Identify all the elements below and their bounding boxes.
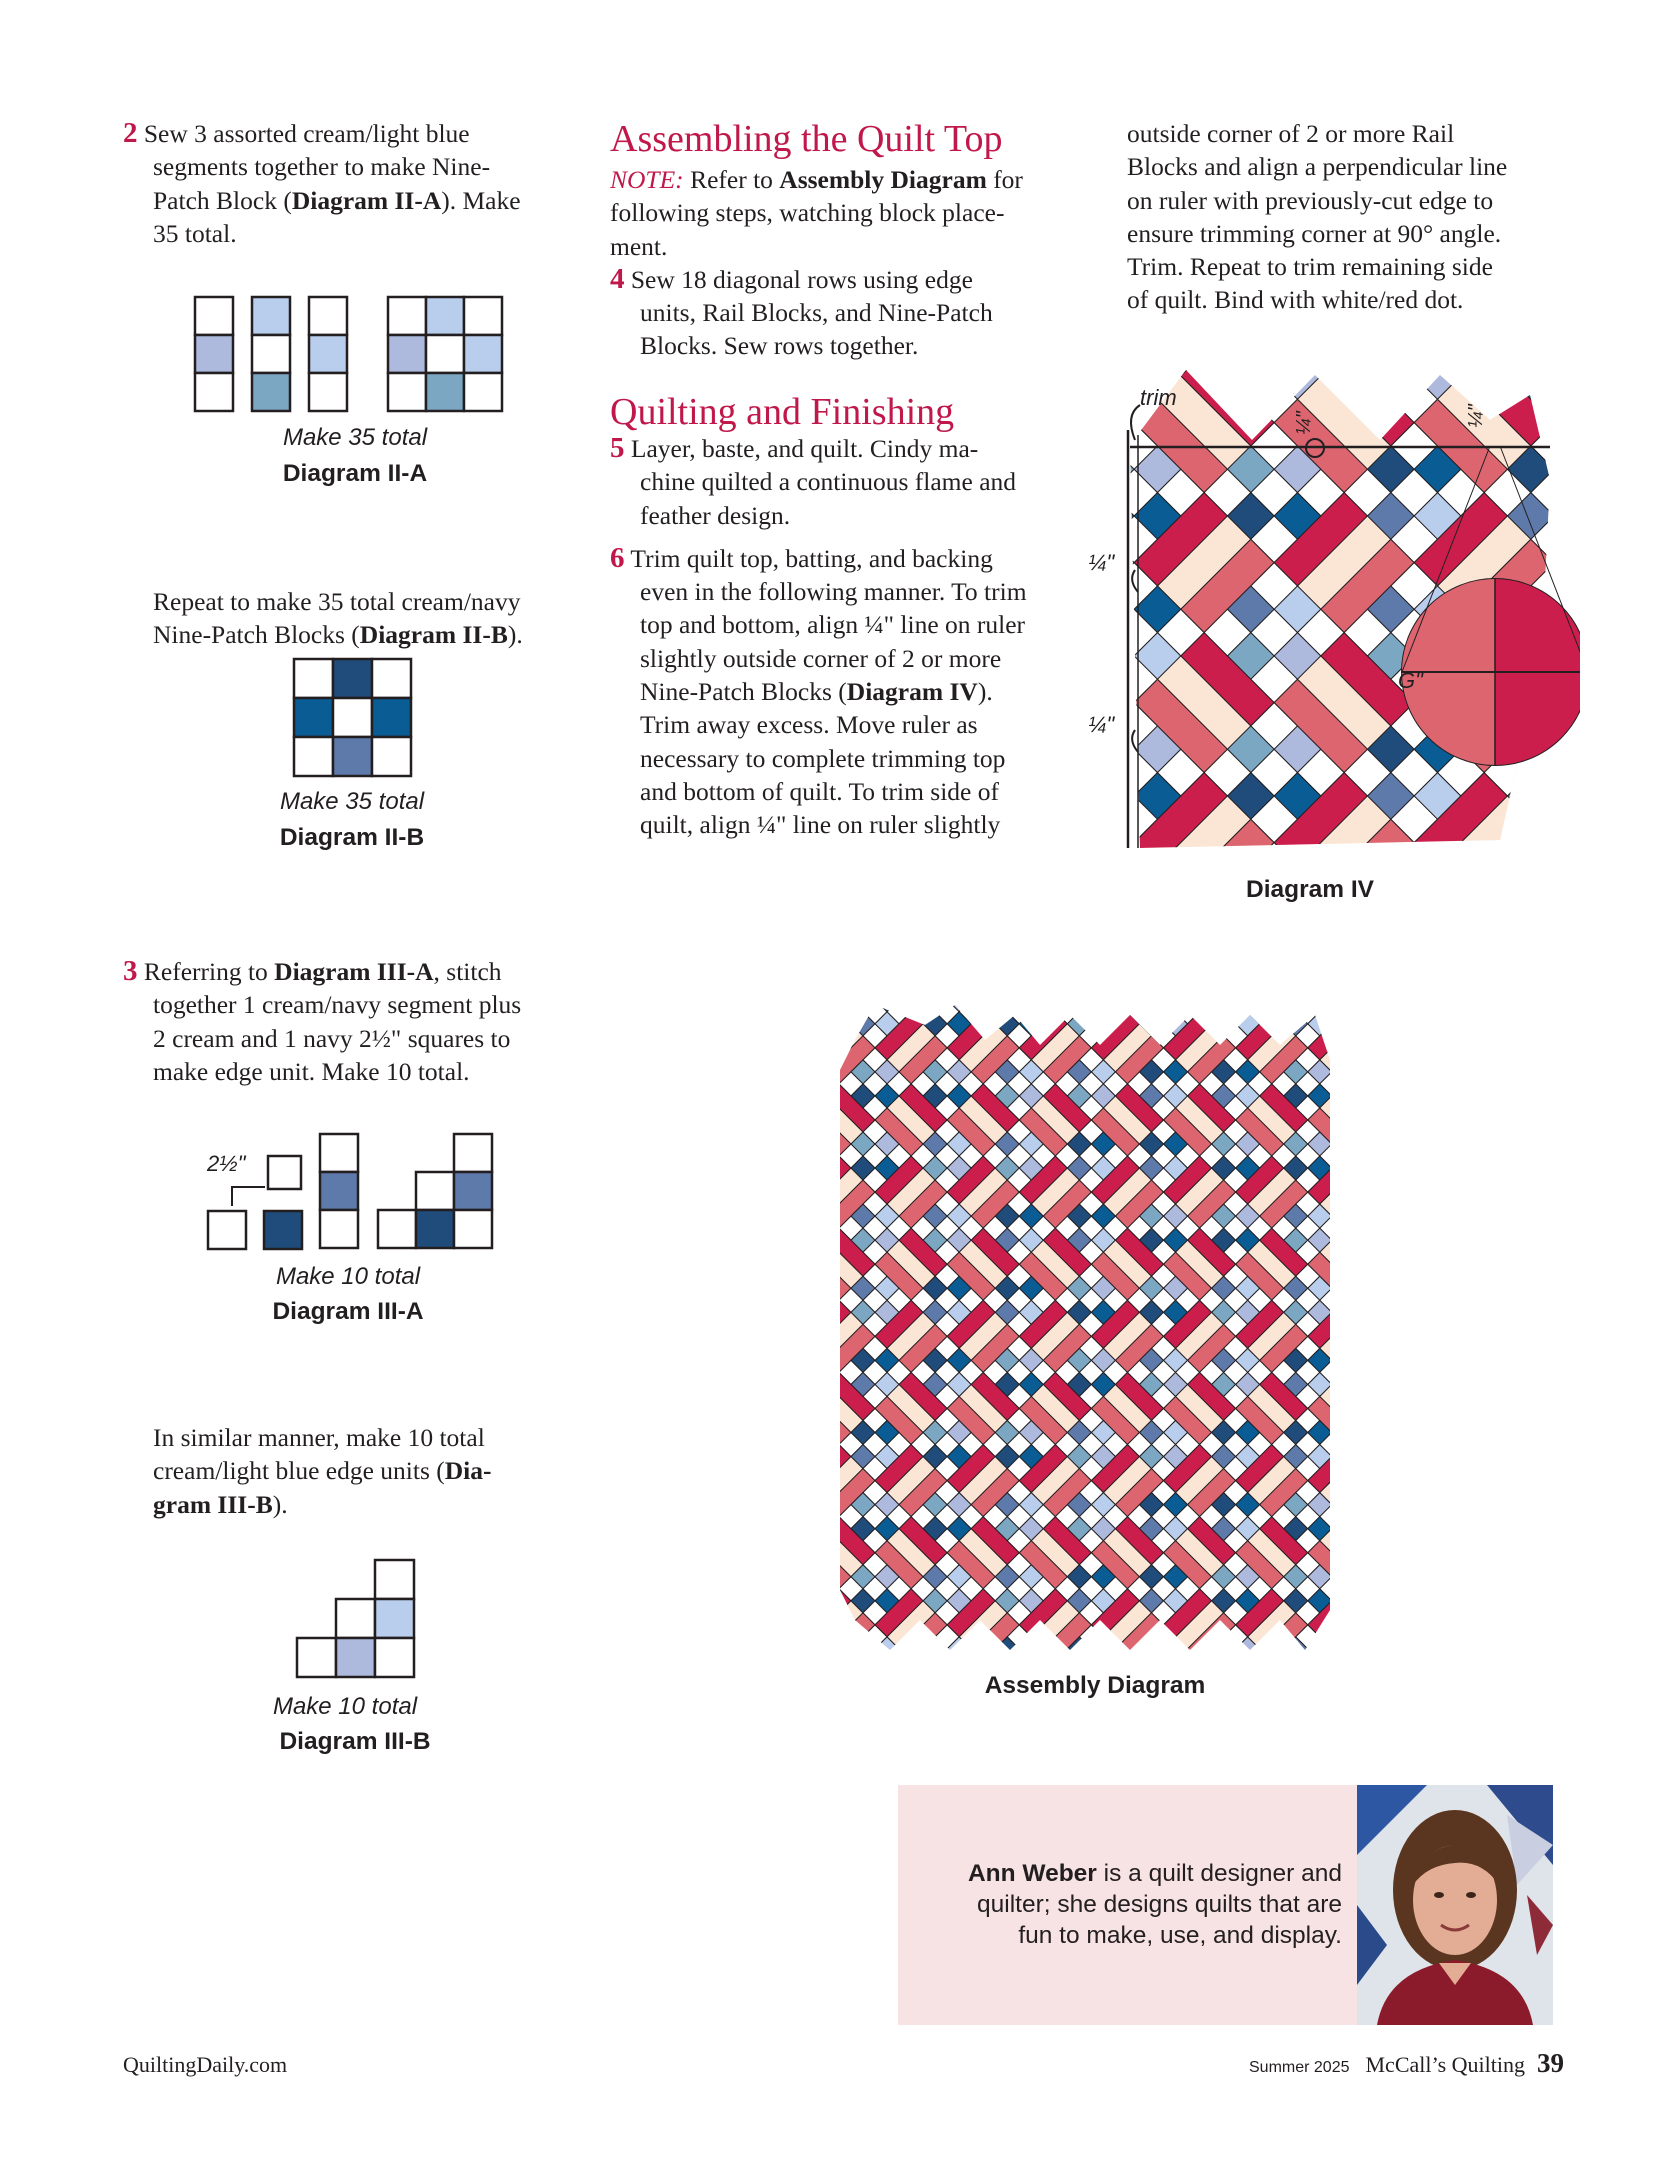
quilt-ninepatch-square (1091, 1000, 1115, 1012)
g-label: G" (1398, 668, 1423, 693)
quilt-ninepatch-square (1224, 1649, 1248, 1660)
quilt-ninepatch-square (1067, 1000, 1091, 1012)
quilt-ninepatch-square (1531, 376, 1578, 423)
step-3-text (123, 955, 593, 1088)
text-line: of quilt. Bind with white/red dot. (1127, 285, 1464, 315)
step-number: 4 (610, 262, 625, 295)
quilt-ninepatch-square (1055, 1000, 1079, 1024)
quilt-ninepatch-square (1531, 370, 1578, 376)
quilt-rail-patch (1080, 773, 1087, 860)
quilt-rail-patch (1332, 1613, 1335, 1660)
quilt-ninepatch-square (959, 1649, 983, 1660)
diagram-iv-label: Diagram IV (1246, 876, 1374, 903)
quilt-rail-patch (1554, 493, 1580, 586)
quilt-ninepatch-square (1212, 1012, 1236, 1036)
quilt-ninepatch-square (835, 1577, 839, 1601)
quilt-rail-patch (1080, 679, 1087, 772)
quilt-ninepatch-square (1531, 843, 1578, 860)
quilt-rail-patch (1019, 1000, 1067, 1012)
column-3-text (1127, 117, 1587, 317)
step-text-line: slightly outside corner of 2 or more (640, 643, 1002, 673)
text-line: In similar manner, make 10 total (153, 1423, 485, 1452)
quilt-ninepatch-square (1251, 370, 1298, 376)
quilt-ninepatch-square (1163, 1000, 1187, 1012)
diagram-iii-a-label: Diagram III-A (272, 1298, 424, 1325)
quilt-ninepatch-square (1080, 370, 1111, 376)
quilt-ninepatch-square (839, 1649, 863, 1660)
quilt-ninepatch-square (1103, 1649, 1127, 1660)
quilting-heading: Quilting and Finishing (610, 391, 955, 433)
bio-line: is a quilt designer and (1096, 1860, 1342, 1887)
dimension-label: 2½" (207, 1151, 246, 1176)
quilt-ninepatch-square (1437, 370, 1484, 376)
quilt-rail-patch (1080, 370, 1134, 446)
step-text-line: segments together to make Nine- (153, 152, 491, 182)
quilt-rail-patch (1080, 493, 1087, 586)
assembly-diagram-label: Assembly Diagram (984, 1672, 1206, 1699)
quilt-ninepatch-square (1031, 1000, 1055, 1024)
quilt-ninepatch-square (1079, 1000, 1103, 1024)
assembling-text (610, 163, 1080, 363)
quilt-ninepatch-square (1111, 370, 1158, 376)
quilt-ninepatch-square (1554, 370, 1580, 399)
quilt-ninepatch-square (1344, 370, 1391, 376)
quilt-ninepatch-square (1296, 1649, 1320, 1660)
quilt-rail-patch (835, 1601, 863, 1649)
quilt-ninepatch-square (1204, 370, 1251, 376)
step-text-line: Trim away excess. Move ruler as (640, 710, 978, 740)
note-label: NOTE: (610, 165, 684, 194)
step-text-line: feather design. (640, 500, 791, 530)
step-number: 6 (610, 541, 625, 574)
designer-portrait-photo (1357, 1785, 1553, 2025)
quilt-ninepatch-square (1554, 773, 1580, 820)
quilt-ninepatch-square (1272, 1649, 1296, 1660)
diagram-ref: Assembly Diagram (779, 165, 987, 194)
quilt-rail-patch (1332, 1324, 1335, 1372)
step-text-line: make edge unit. Make 10 total. (153, 1056, 470, 1086)
quilt-ninepatch-square (835, 1000, 839, 1024)
quilt-ninepatch-square (1308, 1000, 1332, 1012)
diagram-ii-a-make-caption: Make 35 total (282, 424, 428, 451)
quilt-ninepatch-square (1157, 370, 1204, 376)
quilt-ninepatch-square (1227, 370, 1274, 399)
footer-right (1249, 2048, 1564, 2079)
footer-magazine: McCall’s Quilting (1365, 2052, 1525, 2077)
step-text-line: chine quilted a continuous flame and (640, 467, 1017, 497)
quilt-ninepatch-square (835, 1433, 839, 1457)
quilt-rail-patch (1332, 1372, 1335, 1420)
quilt-ninepatch-square (995, 1000, 1019, 1012)
quilt-ninepatch-square (1200, 1649, 1224, 1660)
quilt-ninepatch-square (1019, 1637, 1043, 1660)
quilt-ninepatch-square (851, 1000, 875, 1012)
step-number: 5 (610, 432, 625, 464)
quilt-rail-patch (1577, 516, 1580, 609)
quilt-ninepatch-square (911, 1649, 935, 1660)
quilt-rail-patch (1080, 376, 1111, 469)
text-line: Blocks and align a perpendicular line (1127, 152, 1508, 182)
diagram-iii-b-graphic (290, 1555, 425, 1685)
assembling-heading: Assembling the Quilt Top (610, 118, 1003, 160)
text-line: outside corner of 2 or more Rail (1127, 119, 1455, 148)
quilt-rail-patch (1554, 773, 1580, 860)
quilt-ninepatch-square (835, 1288, 839, 1312)
quilt-ninepatch-square (1080, 749, 1111, 796)
quilt-rail-patch (1080, 819, 1134, 860)
quilt-ninepatch-square (1236, 1000, 1260, 1012)
quilt-ninepatch-square (911, 1000, 935, 1024)
quilt-rail-patch (1308, 1000, 1335, 1012)
step-text-line: , stitch (433, 957, 502, 986)
step-text-line: necessary to complete trimming top (640, 743, 1006, 773)
quilt-ninepatch-square (935, 1649, 959, 1660)
quilt-ninepatch-square (1151, 1000, 1175, 1024)
diagram-ref: Diagram II-B (359, 620, 508, 650)
diagram-ref: gram III-B (153, 1489, 273, 1519)
text-line: ment. (610, 231, 668, 261)
quilt-ninepatch-square (983, 1649, 1007, 1660)
step-text-line: ). (977, 677, 993, 707)
text-line: ). (272, 1489, 288, 1519)
diagram-ii-a-graphic (190, 290, 520, 420)
diagram-iv-graphic (1080, 370, 1580, 860)
quilt-ninepatch-square (1531, 749, 1578, 796)
quilt-ninepatch-square (835, 1072, 839, 1096)
quilt-ninepatch-square (887, 1649, 911, 1660)
quilt-ninepatch-square (1320, 1000, 1335, 1024)
quilt-ninepatch-square (1284, 1000, 1308, 1012)
step-text-line: ). Make (441, 185, 521, 215)
quilt-ninepatch-square (1224, 1000, 1248, 1024)
step-text-line: top and bottom, align ¼" line on ruler (640, 610, 1026, 640)
text-line: cream/light blue edge units ( (153, 1456, 445, 1486)
diagram-ii-b-label: Diagram II-B (279, 824, 425, 851)
diagram-ref: Diagram IV (846, 677, 978, 707)
step-text-line: Blocks. Sew rows together. (640, 331, 919, 361)
step-text-line: even in the following manner. To trim (640, 577, 1027, 607)
quilt-ninepatch-square (1320, 1649, 1335, 1660)
quilt-ninepatch-square (1507, 773, 1554, 820)
quilt-ninepatch-square (1367, 370, 1414, 399)
text-line: ensure trimming corner at 90° angle. (1127, 218, 1502, 248)
bio-line: fun to make, use, and display. (1018, 1922, 1342, 1949)
quilt-ninepatch-square (835, 1360, 839, 1384)
quilt-ninepatch-square (1248, 1649, 1272, 1660)
quilt-rail-patch (1577, 796, 1580, 860)
diagram-iii-a-graphic (195, 1125, 505, 1260)
quilt-rail-patch (1080, 796, 1111, 860)
text-line: on ruler with previously-cut edge to (1127, 185, 1494, 215)
quilt-ninepatch-square (1297, 370, 1344, 376)
step-text-line: Patch Block ( (153, 185, 292, 215)
quilt-rail-patch (1091, 1000, 1139, 1012)
similar-iii-b-text (153, 1421, 593, 1521)
quilt-rail-patch (835, 1000, 851, 1012)
quilt-ninepatch-square (1212, 1637, 1236, 1660)
quarter-inch-label: ¼" (1088, 712, 1115, 737)
quilt-ninepatch-square (835, 1144, 839, 1168)
quilt-ninepatch-square (1577, 469, 1580, 516)
text-line: ). (507, 620, 523, 650)
text-line: following steps, watching block place- (610, 198, 1005, 228)
quilt-ninepatch-square (1176, 1000, 1200, 1024)
quarter-inch-label: ¼" (1293, 411, 1315, 435)
quilt-ninepatch-square (1176, 1649, 1200, 1660)
quilt-ninepatch-square (835, 1216, 839, 1240)
quilt-rail-patch (1080, 399, 1087, 492)
quilt-rail-patch (1236, 1000, 1284, 1012)
quilt-ninepatch-square (1055, 1649, 1079, 1660)
quilt-ninepatch-square (851, 1637, 875, 1660)
quilt-ninepatch-square (1507, 370, 1554, 399)
quarter-inch-label: ¼" (1088, 550, 1115, 575)
page-number: 39 (1537, 2048, 1564, 2078)
quilt-ninepatch-square (1127, 1649, 1151, 1660)
quilt-ninepatch-square (835, 1505, 839, 1529)
step-text-line: 2 cream and 1 navy 2½" squares to (153, 1023, 511, 1053)
text-line: Trim. Repeat to trim remaining side (1127, 252, 1493, 282)
quilt-ninepatch-square (863, 1649, 887, 1660)
diagram-ref: Diagram III-A (274, 957, 434, 986)
step-text-line: Referring to (143, 957, 275, 986)
quilt-ninepatch-square (1031, 1649, 1055, 1660)
quilt-rail-patch (1332, 1228, 1335, 1276)
trim-label: trim (1140, 385, 1177, 410)
quilt-ninepatch-square (983, 1000, 1007, 1024)
quilt-ninepatch-square (1079, 1649, 1103, 1660)
step-number: 2 (123, 117, 138, 149)
quilt-ninepatch-square (1103, 1000, 1127, 1024)
designer-name: Ann Weber (967, 1860, 1097, 1887)
step-text-line: units, Rail Blocks, and Nine-Patch (640, 298, 993, 328)
quilt-rail-patch (1577, 376, 1580, 469)
diagram-ii-b-make-caption: Make 35 total (279, 788, 425, 815)
quilt-ninepatch-square (1272, 1000, 1296, 1024)
quilt-ninepatch-square (1531, 796, 1578, 843)
footer-issue: Summer 2025 (1249, 2059, 1350, 2076)
step-2-text (123, 117, 583, 250)
quilt-ninepatch-square (1091, 1012, 1115, 1036)
repeat-ii-b-text (153, 585, 593, 652)
step-text-line: together 1 cream/navy segment plus (153, 990, 522, 1020)
step-text-line: Sew 18 diagonal rows using edge (630, 264, 973, 294)
quilt-ninepatch-square (1391, 843, 1438, 860)
quilt-ninepatch-square (1080, 609, 1111, 656)
quilt-rail-patch (1332, 1469, 1335, 1517)
quilt-ninepatch-square (1577, 749, 1580, 796)
quilt-rail-patch (1332, 1517, 1335, 1565)
text-line: Refer to (683, 165, 780, 194)
quilt-ninepatch-square (1080, 469, 1111, 516)
step-text-line: 35 total. (153, 218, 237, 248)
quilt-ninepatch-square (1139, 1637, 1163, 1660)
text-line: for (986, 165, 1023, 194)
footer-website: QuiltingDaily.com (123, 2052, 288, 2077)
quarter-inch-label: ¼" (1465, 404, 1487, 428)
quilt-ninepatch-square (1391, 370, 1438, 376)
diagram-iii-b-label: Diagram III-B (279, 1728, 431, 1755)
diagram-ref: Dia- (444, 1456, 492, 1486)
step-text-line: and bottom of quilt. To trim side of (640, 776, 999, 806)
step-text-line: Sew 3 assorted cream/light blue (143, 119, 470, 148)
diagram-ref: Diagram II-A (291, 185, 442, 215)
diagram-ii-a-label: Diagram II-A (282, 460, 428, 487)
quilt-rail-patch (1554, 399, 1580, 492)
quilt-ninepatch-square (1151, 1649, 1175, 1660)
diagram-iii-b-make-caption: Make 10 total (272, 1693, 418, 1720)
quilt-rail-patch (1332, 1036, 1335, 1084)
step-text-line: Trim quilt top, batting, and backing (630, 543, 993, 573)
quilt-ninepatch-square (1091, 1637, 1115, 1660)
step-text-line: Layer, baste, and quilt. Cindy ma- (630, 434, 979, 463)
quilt-ninepatch-square (1007, 1649, 1031, 1660)
text-line: Nine-Patch Blocks ( (153, 620, 360, 650)
diagram-ii-b-graphic (290, 655, 420, 780)
step-text-line: quilt, align ¼" line on ruler slightly (640, 810, 1001, 840)
quilt-ninepatch-square (1554, 446, 1580, 493)
quilting-text (610, 432, 1080, 842)
step-number: 3 (123, 955, 138, 987)
quilt-ninepatch-square (1308, 1637, 1332, 1660)
quilt-ninepatch-square (1212, 1000, 1236, 1012)
quilt-rail-patch (1332, 1180, 1335, 1228)
diagram-iii-a-make-caption: Make 10 total (275, 1263, 421, 1290)
quilt-ninepatch-square (923, 1000, 947, 1012)
quilt-ninepatch-square (839, 1000, 863, 1024)
designer-bio-text (900, 1858, 1342, 1951)
quilt-ninepatch-square (1019, 1000, 1043, 1012)
assembly-diagram-graphic (835, 1000, 1335, 1660)
quilt-ninepatch-square (1139, 1000, 1163, 1012)
quilt-ninepatch-square (1577, 370, 1580, 376)
quilt-ninepatch-square (1554, 493, 1580, 540)
quilt-ninepatch-square (1087, 370, 1134, 399)
quilt-ninepatch-square (1484, 370, 1531, 376)
quilt-rail-patch (835, 1012, 851, 1060)
bio-line: quilter; she designs quilts that are (977, 1891, 1342, 1918)
quilt-rail-patch (1163, 1000, 1211, 1012)
text-line: Repeat to make 35 total cream/navy (153, 587, 521, 616)
quilt-rail-patch (1332, 1084, 1335, 1132)
quilt-ninepatch-square (1200, 1000, 1224, 1024)
step-text-line: Nine-Patch Blocks ( (640, 677, 847, 707)
